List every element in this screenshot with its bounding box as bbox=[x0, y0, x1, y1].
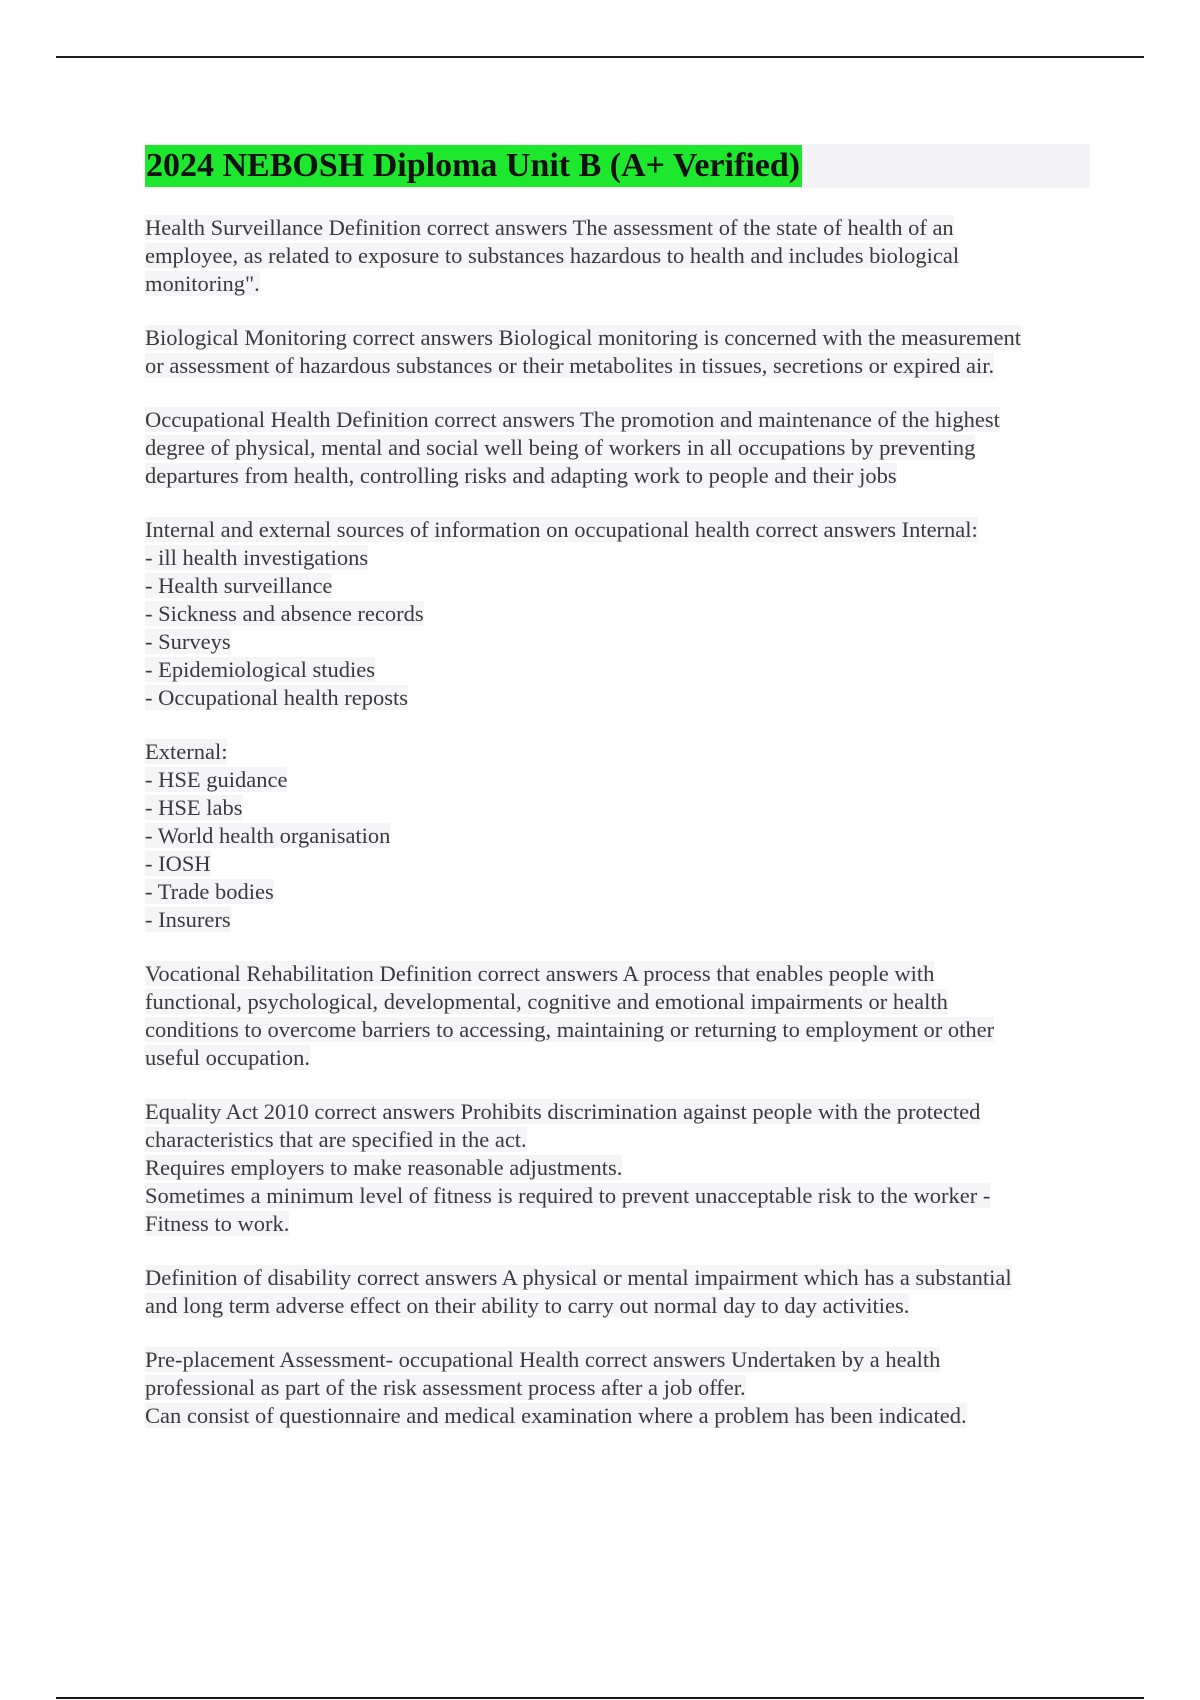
entry-line: Fitness to work. bbox=[145, 1211, 290, 1236]
entry-line: - World health organisation bbox=[145, 823, 391, 848]
top-rule bbox=[56, 56, 1144, 58]
entries-list bbox=[145, 214, 1090, 1430]
entry-line: Health Surveillance Definition correct answers The assessment of the state of health of an bbox=[145, 215, 954, 240]
qa-entry bbox=[145, 1346, 1090, 1430]
qa-entry bbox=[145, 214, 1090, 298]
entry-line: and long term adverse effect on their ability to carry out normal day to day activities. bbox=[145, 1293, 910, 1318]
entry-line: - Surveys bbox=[145, 629, 231, 654]
entry-line: - Sickness and absence records bbox=[145, 601, 424, 626]
entry-line: Equality Act 2010 correct answers Prohibits discrimination against people with the protected bbox=[145, 1099, 981, 1124]
qa-entry bbox=[145, 406, 1090, 490]
qa-entry bbox=[145, 516, 1090, 712]
entry-line: characteristics that are specified in the act. bbox=[145, 1127, 527, 1152]
entry-line: Definition of disability correct answers A physical or mental impairment which has a substantial bbox=[145, 1265, 1012, 1290]
entry-line: - Health surveillance bbox=[145, 573, 333, 598]
entry-line: - ill health investigations bbox=[145, 545, 369, 570]
entry-line: degree of physical, mental and social well being of workers in all occupations by preventing bbox=[145, 435, 976, 460]
qa-entry bbox=[145, 960, 1090, 1072]
document-body bbox=[145, 144, 1090, 1430]
entry-line: Pre-placement Assessment- occupational Health correct answers Undertaken by a health bbox=[145, 1347, 941, 1372]
entry-line: - HSE guidance bbox=[145, 767, 288, 792]
qa-entry bbox=[145, 1098, 1090, 1238]
entry-line: - Epidemiological studies bbox=[145, 657, 375, 682]
entry-line: Can consist of questionnaire and medical examination where a problem has been indicated. bbox=[145, 1403, 967, 1428]
entry-line: Vocational Rehabilitation Definition correct answers A process that enables people with bbox=[145, 961, 935, 986]
entry-line: - Trade bodies bbox=[145, 879, 274, 904]
entry-line: Biological Monitoring correct answers Biological monitoring is concerned with the measurement bbox=[145, 325, 1022, 350]
entry-line: functional, psychological, developmental, cognitive and emotional impairments or health bbox=[145, 989, 948, 1014]
qa-entry bbox=[145, 738, 1090, 934]
entry-line: monitoring". bbox=[145, 271, 260, 296]
document-title: 2024 NEBOSH Diploma Unit B (A+ Verified) bbox=[145, 145, 802, 187]
entry-line: professional as part of the risk assessment process after a job offer. bbox=[145, 1375, 746, 1400]
entry-line: Internal and external sources of information on occupational health correct answers Internal: bbox=[145, 517, 978, 542]
entry-line: - HSE labs bbox=[145, 795, 243, 820]
entry-line: Sometimes a minimum level of fitness is required to prevent unacceptable risk to the worker - bbox=[145, 1183, 991, 1208]
entry-line: - Insurers bbox=[145, 907, 231, 932]
entry-line: External: bbox=[145, 739, 228, 764]
entry-line: useful occupation. bbox=[145, 1045, 310, 1070]
entry-line: Requires employers to make reasonable adjustments. bbox=[145, 1155, 623, 1180]
qa-entry bbox=[145, 324, 1090, 380]
entry-line: employee, as related to exposure to substances hazardous to health and includes biological bbox=[145, 243, 960, 268]
entry-line: - IOSH bbox=[145, 851, 211, 876]
entry-line: or assessment of hazardous substances or their metabolites in tissues, secretions or expired air. bbox=[145, 353, 995, 378]
entry-line: conditions to overcome barriers to accessing, maintaining or returning to employment or other bbox=[145, 1017, 995, 1042]
title-bar bbox=[145, 144, 1090, 188]
entry-line: departures from health, controlling risks and adapting work to people and their jobs bbox=[145, 463, 897, 488]
qa-entry bbox=[145, 1264, 1090, 1320]
entry-line: - Occupational health reposts bbox=[145, 685, 409, 710]
entry-line: Occupational Health Definition correct answers The promotion and maintenance of the highest bbox=[145, 407, 1000, 432]
bottom-rule bbox=[56, 1697, 1144, 1699]
